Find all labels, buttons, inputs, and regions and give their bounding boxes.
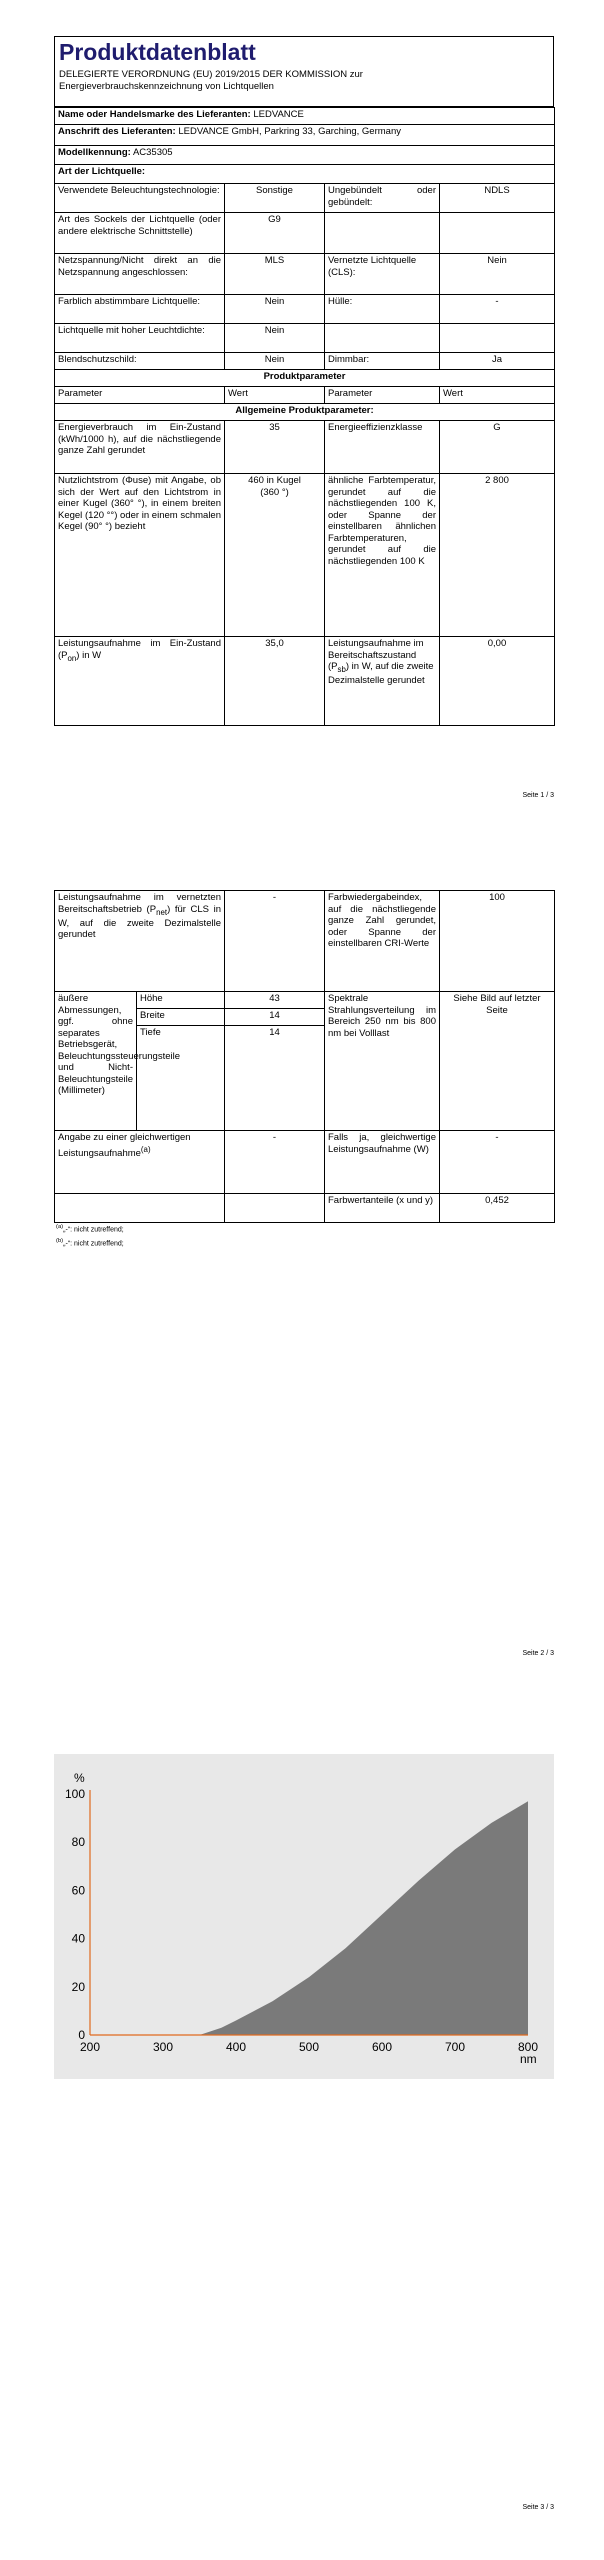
footnote-b-mark: (b) [56,1238,64,1244]
bundled-value: NDLS [440,184,555,213]
energy-value: 35 [225,421,325,474]
general-header: Allgemeine Produktparameter: [55,404,555,421]
equivw-label: Falls ja, gleichwertige Leistungsaufnahme (W) [325,1131,440,1194]
title-box [54,36,554,107]
page-number-3: Seite 3 / 3 [522,2504,554,2511]
supplier-name-value: LEDVANCE [253,109,304,120]
x-tick-label-300: 300 [152,2040,174,2054]
psb-label-a: Leistungsaufnahme im Bereitschaftszustand (P [328,638,424,672]
cct-value: 2 800 [440,474,555,637]
pon-label-a: Leistungsaufnahme im Ein-Zustand (P [58,638,221,661]
depth-label: Tiefe [137,1026,225,1131]
x-tick-label-200: 200 [79,2040,101,2054]
supplier-address-row [55,125,555,146]
highlum-row [55,324,555,353]
footnote-a-text: „-“: nicht zutreffend; [63,1226,124,1234]
tech-label: Verwendete Beleuchtungstechnologie: [55,184,225,213]
equiv-label [55,1131,225,1194]
equiv-value: - [225,1131,325,1194]
dims-label: äußere Abmessungen, ggf. ohne separates Betriebsgerät, Beleuchtungssteuerungsteile und Nicht-Beleuchtungsteile (Millimeter) [55,992,137,1131]
document-title: Produktdatenblatt [59,39,256,65]
color-value: Nein [225,295,325,324]
mains-value: MLS [225,254,325,295]
flux-label: Nutzlichtstrom (Φuse) mit Angabe, ob sich der Wert auf den Lichtstrom in einer Kugel (360° °), in einem breiten Kegel (120 °°) oder in einem schmalen Kegel (90° °) bezieht [55,474,225,637]
lighttype-header: Art der Lichtquelle: [55,165,555,184]
flux-row [55,474,555,637]
glare-label: Blendschutzschild: [55,353,225,370]
equiv-row [55,1131,555,1194]
eclass-value: G [440,421,555,474]
page-number-1: Seite 1 / 3 [522,792,554,799]
glare-row [55,353,555,370]
general-header-row [55,404,555,421]
height-label: Höhe [137,992,225,1009]
spectrum-area [90,1801,528,2035]
envelope-value: - [440,295,555,324]
flux-value [225,474,325,637]
pon-label-b: ) in W [76,649,102,661]
cls-label: Vernetzte Lichtquelle (CLS): [325,254,440,295]
params-header: Produktparameter [55,370,555,387]
width-value: 14 [225,1009,325,1026]
tech-value: Sonstige [225,184,325,213]
page-1 [0,0,604,850]
dim-label: Dimmbar: [325,353,440,370]
pnet-sub: net [156,907,168,917]
col-value-1: Wert [225,387,325,404]
y-tick-label-100: 100 [64,1787,85,1801]
flux-value-2: (360 °) [260,486,289,498]
cls-value: Nein [440,254,555,295]
x-tick-label-500: 500 [298,2040,320,2054]
eclass-label: Energieeffizienzklasse [325,421,440,474]
socket-label: Art des Sockels der Lichtquelle (oder andere elektrische Schnittstelle) [55,213,225,254]
highlum-label: Lichtquelle mit hoher Leuchtdichte: [55,324,225,353]
supplier-name-label: Name oder Handelsmarke des Lieferanten: [58,109,251,120]
params-columns-row [55,387,555,404]
x-tick-label-700: 700 [444,2040,466,2054]
width-label: Breite [137,1009,225,1026]
equiv-sup: (a) [140,1144,151,1154]
x-tick-label-600: 600 [371,2040,393,2054]
page-3 [0,1700,604,2560]
col-param-1: Parameter [55,387,225,404]
equiv-label-text: Angabe zu einer gleichwertigen Leistungsaufnahme [58,1132,191,1159]
mains-label: Netzspannung/Nicht direkt an die Netzspannung angeschlossen: [55,254,225,295]
energy-row [55,421,555,474]
bundled-label: Ungebündelt oder gebündelt: [325,184,440,213]
y-tick-label-60: 60 [71,1883,85,1898]
mains-row [55,254,555,295]
psb-label [325,637,440,726]
chroma-label: Farbwertanteile (x und y) [325,1194,440,1223]
model-row [55,146,555,165]
tech-row [55,184,555,213]
model-value: AC35305 [132,147,173,158]
pnet-label-a: Leistungsaufnahme im vernetzten Bereitschaftsbetrieb (P [58,892,221,915]
x-axis-label: nm [520,2052,537,2066]
socket-row [55,213,555,254]
psb-sub: sb [337,664,346,674]
y-tick-label-0: 0 [78,2028,85,2042]
y-tick-label-40: 40 [71,1931,85,1946]
pon-value: 35,0 [225,637,325,726]
params-header-row [55,370,555,387]
color-row [55,295,555,324]
footnote-a-mark: (a) [56,1224,64,1230]
model-label: Modellkennung: [58,147,131,158]
pnet-row [55,891,555,992]
datasheet-table-2 [54,890,555,1223]
datasheet-table-1 [54,107,555,726]
pon-row [55,637,555,726]
spectrum-chart [54,1754,554,2079]
regulation-line-1: DELEGIERTE VERORDNUNG (EU) 2019/2015 DER KOMMISSION zur [59,69,363,80]
psb-label-b: ) in W, auf die zweite Dezimalstelle gerundet [328,661,434,687]
col-param-2: Parameter [325,387,440,404]
highlum-value: Nein [225,324,325,353]
equivw-value: - [440,1131,555,1194]
cri-label: Farbwiedergabeindex, auf die nächstliegende ganze Zahl gerundet, oder Spanne der einstellbaren CRI-Werte [325,891,440,992]
y-tick-label-80: 80 [71,1835,85,1850]
regulation-line-2: Energieverbrauchskennzeichnung von Lichtquellen [59,81,274,92]
psb-value: 0,00 [440,637,555,726]
chroma-value: 0,452 [440,1194,555,1223]
page-2 [0,850,604,1700]
pnet-value: - [225,891,325,992]
energy-label: Energieverbrauch im Ein-Zustand (kWh/1000 h), auf die nächstliegende ganze Zahl gerundet [55,421,225,474]
x-tick-label-400: 400 [225,2040,247,2054]
pnet-label-b: ) für CLS in W, auf die zweite Dezimalstelle gerundet [58,903,221,941]
glare-value: Nein [225,353,325,370]
depth-value: 14 [225,1026,325,1131]
footnote-b [56,1236,124,1249]
supplier-name-row [55,108,555,125]
chroma-row [55,1194,555,1223]
footnote-a [56,1222,124,1235]
flux-value-1: 460 in Kugel [248,475,301,486]
color-label: Farblich abstimmbare Lichtquelle: [55,295,225,324]
spd-label: Spektrale Strahlungsverteilung im Bereich 250 nm bis 800 nm bei Volllast [325,992,440,1131]
pnet-label [55,891,225,992]
spectrum-chart-svg [54,1754,554,2079]
height-value: 43 [225,992,325,1009]
page-number-2: Seite 2 / 3 [522,1650,554,1657]
lighttype-header-row [55,165,555,184]
socket-value: G9 [225,213,325,254]
supplier-address-value: LEDVANCE GmbH, Parkring 33, Garching, Germany [178,126,401,137]
y-axis-label: % [74,1771,85,1785]
cri-value: 100 [440,891,555,992]
supplier-address-label: Anschrift des Lieferanten: [58,126,176,137]
x-tick-label-800: 800 [517,2040,539,2054]
dim-value: Ja [440,353,555,370]
cct-label: ähnliche Farbtemperatur, gerundet auf die nächstliegenden 100 K, oder Spanne der einstellbaren ähnlichen Farbtemperaturen, gerundet auf die nächstliegenden 100 K [325,474,440,637]
pon-sub: on [67,653,77,663]
spd-value: Siehe Bild auf letzter Seite [440,992,555,1131]
y-tick-label-20: 20 [71,1979,85,1994]
pon-label [55,637,225,726]
height-row [55,992,555,1009]
footnote-b-text: „-“: nicht zutreffend; [63,1240,124,1248]
envelope-label: Hülle: [325,295,440,324]
col-value-2: Wert [440,387,555,404]
